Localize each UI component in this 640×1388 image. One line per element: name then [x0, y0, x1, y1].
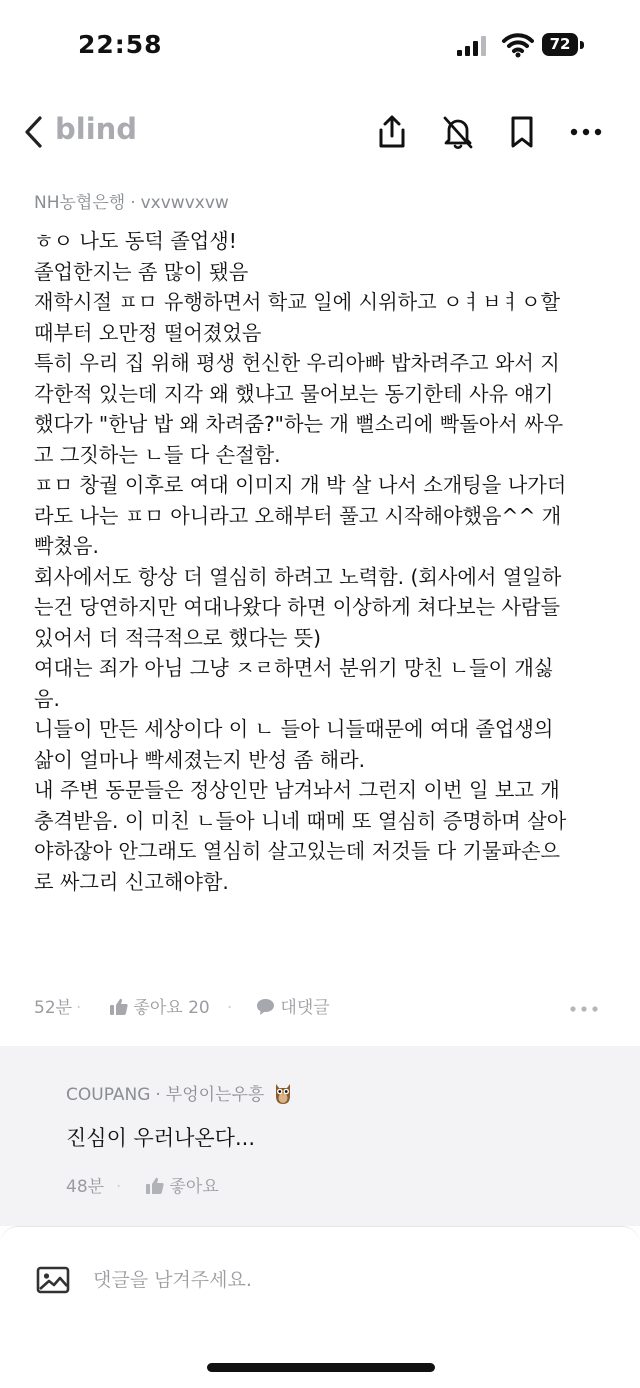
post-line: 로 싸그리 신고해야함. [34, 869, 229, 894]
share-icon[interactable] [374, 114, 410, 150]
post-author[interactable]: vxvwvxvw [140, 193, 229, 213]
post-line: 삶이 얼마나 빡세졌는지 반성 좀 해라. [34, 747, 366, 772]
post-line: 회사에서도 항상 더 열심히 하려고 노력함. (회사에서 열일하 [34, 564, 562, 589]
battery-indicator [542, 33, 586, 57]
notification-off-icon[interactable] [440, 114, 476, 150]
more-icon[interactable] [568, 114, 604, 150]
thumbs-up-icon [110, 998, 128, 1015]
post-like-button[interactable] [110, 991, 210, 1025]
post-time: 52분 [34, 998, 73, 1018]
post-line: 야하잖아 안그래도 열심히 살고있는데 저것들 다 기물파손으 [34, 839, 561, 863]
post-reply-button[interactable] [256, 991, 330, 1025]
image-attach-icon[interactable] [36, 1265, 70, 1295]
thumbs-up-icon [146, 1177, 164, 1194]
cellular-signal-icon [457, 36, 491, 56]
post-line: 있어서 더 적극적으로 했다는 뜻) [34, 625, 322, 650]
home-indicator [207, 1363, 435, 1372]
comment-text: 진심이 우러나온다... [66, 1126, 255, 1150]
comment-author[interactable]: 부엉이는우흥 [165, 1085, 265, 1105]
comment-author-meta: COUPANG · 부엉이는우흥 [66, 1080, 293, 1105]
post-line: 각한적 있는데 지각 왜 했냐고 물어보는 동기한테 사유 얘기 [34, 381, 554, 406]
comment-like-button[interactable] [146, 1170, 219, 1204]
divider: · [116, 1177, 122, 1197]
post-like-label: 좋아요 20 [133, 998, 210, 1018]
comment-company[interactable]: COUPANG [66, 1085, 151, 1105]
bookmark-icon[interactable] [504, 114, 540, 150]
post-line: 충격받음. 이 미친 ㄴ들아 니네 때메 또 열심히 증명하며 살아 [34, 808, 567, 833]
divider: · [76, 998, 82, 1018]
top-nav-bar [0, 100, 640, 164]
post-line: 음. [34, 686, 60, 711]
post-author-meta: NH농협은행 · vxvwvxvw [34, 193, 229, 213]
post-line: 는건 당연하지만 여대나왔다 하면 이상하게 쳐다보는 사람들 [34, 595, 561, 619]
back-chevron-icon[interactable] [22, 115, 46, 149]
post-line: 했다가 "한남 밥 왜 차려줌?"하는 개 뻘소리에 빡돌아서 싸우 [34, 412, 564, 436]
post-line: 졸업한지는 좀 많이 됐음 [34, 259, 249, 284]
post-more-icon[interactable] [569, 1005, 599, 1013]
post-line: 특히 우리 집 위해 평생 헌신한 우리아빠 밥차려주고 와서 지 [34, 351, 560, 375]
post-line: 라도 나는 ㅍㅁ 아니라고 오해부터 풀고 시작해야했음^^ 개 [34, 503, 562, 528]
post-company[interactable]: NH농협은행 [34, 193, 126, 213]
post-line: 여대는 죄가 아님 그냥 ㅈㄹ하면서 분위기 망친 ㄴ들이 개싫 [34, 656, 554, 680]
comment-time: 48분 [66, 1177, 105, 1197]
comment-composer [0, 1226, 640, 1388]
post-reply-label: 대댓글 [280, 998, 330, 1018]
post-line: ㅎㅇ 나도 동덕 졸업생! [34, 229, 237, 253]
battery-level: 72 [549, 35, 571, 53]
post-line: ㅍㅁ 창궐 이후로 여대 이미지 개 박 살 나서 소개팅을 나가더 [34, 473, 567, 497]
comment-footer [66, 1170, 466, 1204]
post-content [34, 226, 614, 897]
post-line: 고 그짓하는 ㄴ들 다 손절함. [34, 442, 281, 467]
post-line: 내 주변 동문들은 정상인만 남겨놔서 그런지 이번 일 보고 개 [34, 778, 560, 802]
divider: · [227, 998, 233, 1018]
post-line: 재학시절 ㅍㅁ 유행하면서 학교 일에 시위하고 ㅇㅕㅂㅕㅇ할 [34, 290, 561, 314]
comment-like-label: 좋아요 [169, 1177, 219, 1197]
owl-emoji-icon [273, 1081, 293, 1105]
status-time: 22:58 [78, 30, 163, 59]
post-line: 때부터 오만정 떨어졌었음 [34, 320, 262, 345]
status-bar [0, 0, 640, 95]
blind-logo[interactable]: blind [55, 112, 138, 146]
post-line: 빡쳤음. [34, 534, 99, 558]
comment-item [0, 1046, 640, 1226]
post-line: 니들이 만든 세상이다 이 ㄴ 들아 니들때문에 여대 졸업생의 [34, 717, 554, 741]
post-footer [34, 991, 604, 1025]
comment-input[interactable] [93, 1263, 593, 1297]
wifi-icon [502, 32, 534, 58]
speech-bubble-icon [256, 998, 275, 1015]
